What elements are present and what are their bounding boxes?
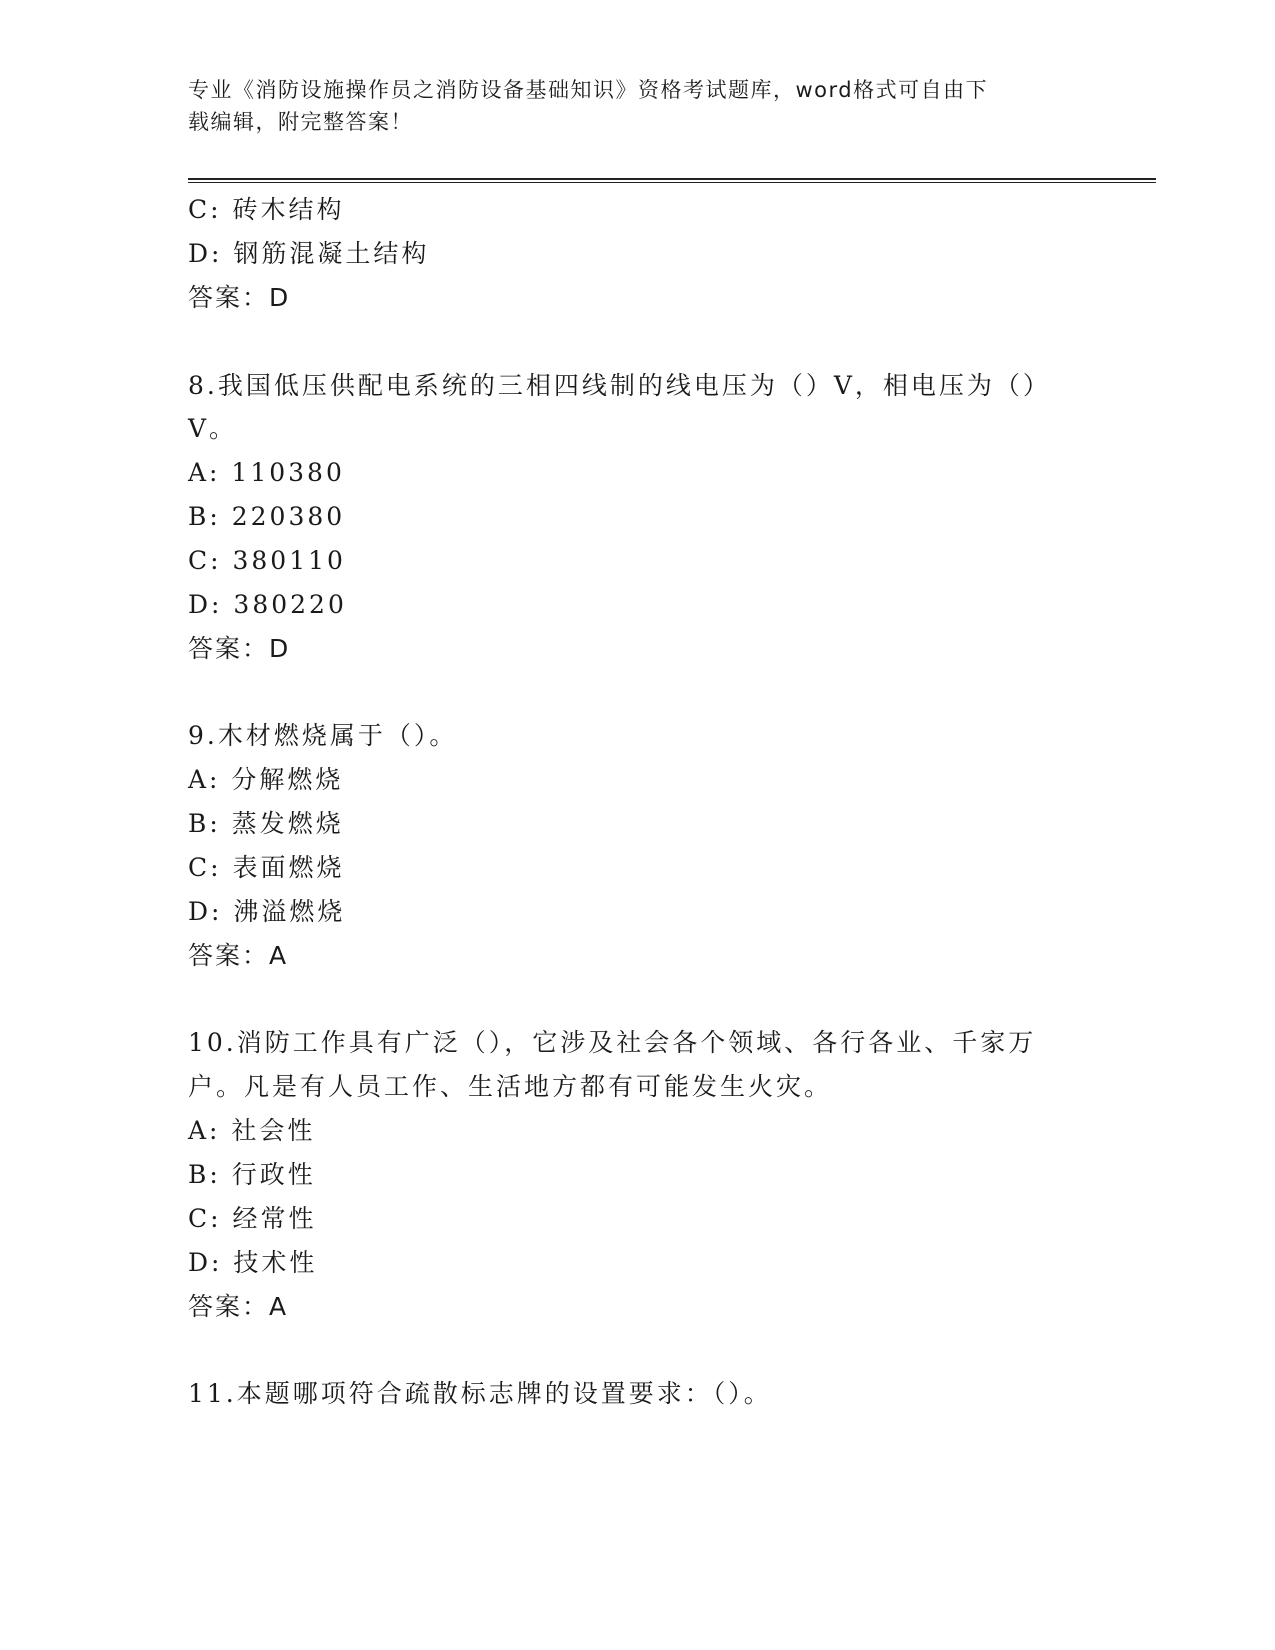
q10-stem-line-2: 户。凡是有人员工作、生活地方都有可能发生火灾。 — [188, 1072, 833, 1101]
q8-stem-line-1: 8.我国低压供配电系统的三相四线制的线电压为（）V，相电压为（） — [188, 371, 1051, 400]
q10-stem-line-1: 10.消防工作具有广泛（），它涉及社会各个领域、各行各业、千家万 — [188, 1028, 1037, 1057]
q9-answer: 答案：A — [188, 941, 289, 970]
q10-answer: 答案：A — [188, 1292, 289, 1321]
q11-stem-line-1: 11.本题哪项符合疏散标志牌的设置要求：（）。 — [188, 1379, 772, 1408]
q10-option-b: B: 行政性 — [188, 1160, 316, 1189]
header-divider — [188, 178, 1156, 180]
q8-option-b: B: 220380 — [188, 502, 346, 531]
q10-option-c: C: 经常性 — [188, 1204, 317, 1233]
q7-answer: 答案：D — [188, 283, 291, 312]
header-divider-thin — [188, 182, 1156, 183]
q10-option-d: D: 技术性 — [188, 1248, 318, 1277]
q9-option-a: A: 分解燃烧 — [188, 765, 344, 794]
q9-option-b: B: 蒸发燃烧 — [188, 809, 344, 838]
document-header — [188, 74, 1088, 138]
q8-stem-line-2: V。 — [188, 414, 238, 443]
q10-option-a: A: 社会性 — [188, 1116, 316, 1145]
header-line-2: 载编辑，附完整答案！ — [188, 110, 413, 134]
q8-option-a: A: 110380 — [188, 458, 345, 487]
q8-option-d: D: 380220 — [188, 590, 347, 619]
header-line-1: 专业《消防设施操作员之消防设备基础知识》资格考试题库，word格式可自由下 — [188, 78, 989, 102]
q8-answer: 答案：D — [188, 634, 291, 663]
q9-stem-line-1: 9.木材燃烧属于（）。 — [188, 721, 458, 750]
q9-option-c: C: 表面燃烧 — [188, 853, 345, 882]
q9-option-d: D: 沸溢燃烧 — [188, 897, 346, 926]
q7-option-d: D: 钢筋混凝土结构 — [188, 239, 430, 268]
q8-option-c: C: 380110 — [188, 546, 346, 575]
q7-option-c: C: 砖木结构 — [188, 195, 345, 224]
